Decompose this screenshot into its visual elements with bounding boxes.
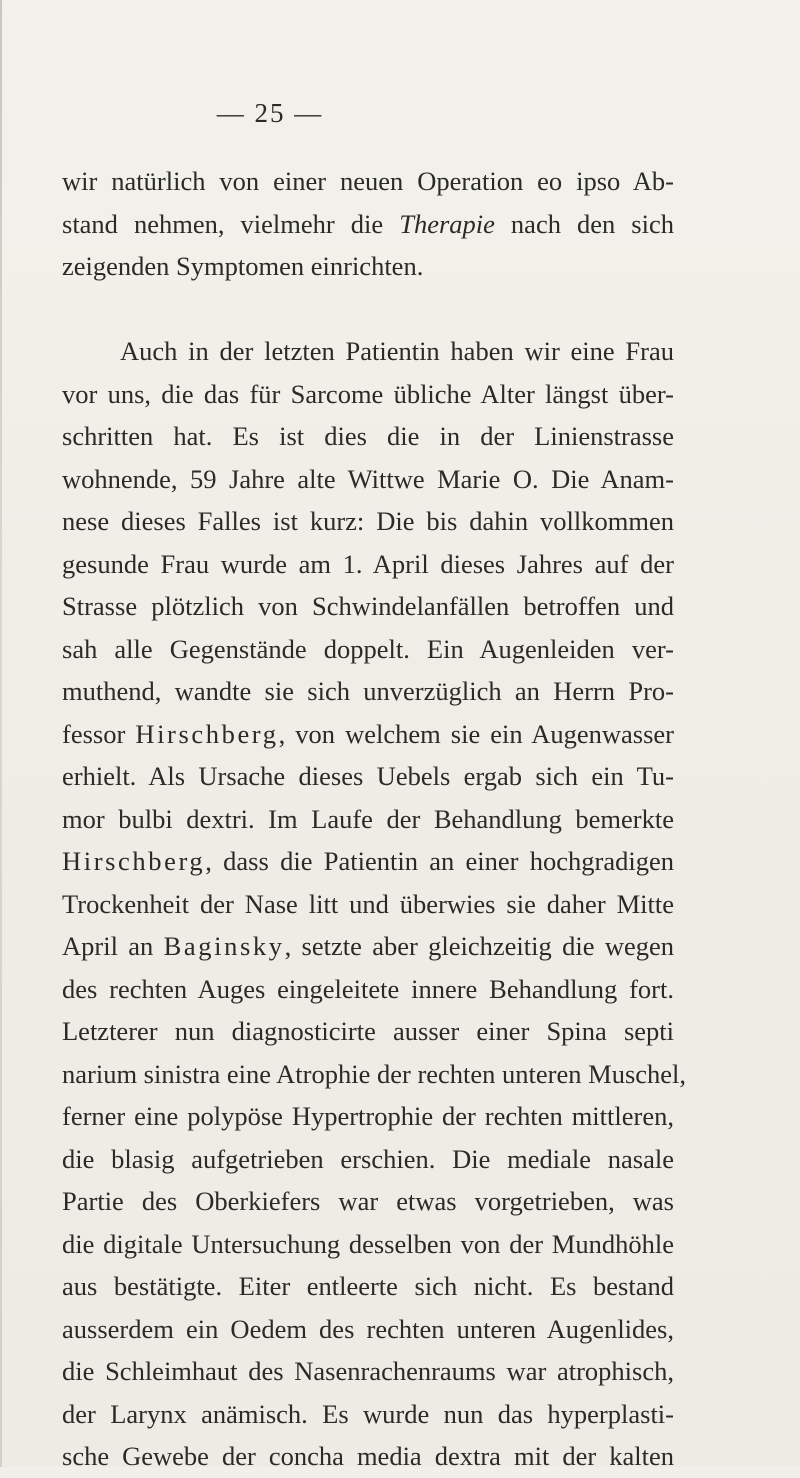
- text-segment: fessor: [62, 718, 136, 749]
- text-line: [62, 840, 674, 883]
- text-line: [62, 925, 674, 968]
- text-line: narium sinistra eine Atrophie der rechten unteren Muschel,: [62, 1058, 687, 1089]
- name-hirschberg: Hirschberg: [62, 846, 206, 876]
- text-segment: , dass die Patientin an einer hochgradigen: [205, 846, 674, 876]
- text-line: der Larynx anämisch. Es wurde nun das hyperplasti-: [62, 1398, 674, 1429]
- text-segment: April an: [62, 931, 164, 961]
- text-line: ausserdem ein Oedem des rechten unteren Augenlides,: [62, 1313, 674, 1344]
- text-line: sche Gewebe der concha media dextra mit der kalten: [62, 1441, 674, 1471]
- text-line: schritten hat. Es ist dies die in der Linienstrasse: [62, 421, 674, 451]
- text-line: vor uns, die das für Sarcome übliche Alter längst über-: [62, 378, 674, 409]
- text-line: zeigenden Symptomen einrichten.: [62, 251, 424, 281]
- text-line: die blasig aufgetrieben erschien. Die mediale nasale: [62, 1143, 674, 1174]
- text-line: die Schleimhaut des Nasenrachenraums war atrophisch,: [62, 1356, 674, 1386]
- text-line: Strasse plötzlich von Schwindelanfällen betroffen und: [62, 591, 674, 621]
- body-text: [62, 160, 687, 1478]
- text-line: wohnende, 59 Jahre alte Wittwe Marie O. Die Anam-: [62, 463, 674, 494]
- text-line: gesunde Frau wurde am 1. April dieses Jahres auf der: [62, 548, 674, 579]
- text-line: Trockenheit der Nase litt und überwies sie daher Mitte: [62, 888, 674, 919]
- text-line: Auch in der letzten Patientin haben wir eine Frau: [120, 336, 674, 366]
- emphasis-therapie: Therapie: [399, 208, 495, 239]
- page-number: — 25 —: [216, 98, 324, 128]
- text-line: des rechten Auges eingeleitete innere Behandlung fort.: [62, 973, 674, 1004]
- text-line: [62, 713, 674, 756]
- text-line: wir natürlich von einer neuen Operation eo ipso Ab-: [62, 166, 674, 196]
- text-line: mor bulbi dextri. Im Laufe der Behandlung bemerkte: [62, 803, 674, 834]
- text-line: nese dieses Falles ist kurz: Die bis dahin vollkommen: [62, 506, 674, 536]
- text-line: die digitale Untersuchung desselben von der Mundhöhle: [62, 1228, 674, 1259]
- text-line: ferner eine polypöse Hypertrophie der rechten mittleren,: [62, 1101, 674, 1131]
- name-baginsky: Baginsky: [163, 931, 285, 961]
- paragraph-break: [62, 288, 674, 331]
- text-line: sah alle Gegenstände doppelt. Ein Augenleiden ver-: [62, 633, 674, 664]
- page-edge: [0, 0, 2, 1467]
- text-line: Letzterer nun diagnosticirte ausser einer Spina septi: [62, 1016, 674, 1046]
- name-hirschberg: Hirschberg: [135, 718, 279, 749]
- text-segment: , von welchem sie ein Augenwasser: [278, 718, 674, 749]
- text-segment: nach den sich: [494, 208, 674, 239]
- text-line: aus bestätigte. Eiter entleerte sich nicht. Es bestand: [62, 1271, 674, 1301]
- text-segment: , setzte aber gleichzeitig die wegen: [284, 931, 675, 961]
- text-line: [62, 203, 674, 246]
- text-line: Partie des Oberkiefers war etwas vorgetrieben, was: [62, 1186, 674, 1216]
- text-segment: stand nehmen, vielmehr die: [62, 208, 400, 239]
- text-line: erhielt. Als Ursache dieses Uebels ergab sich ein Tu-: [62, 761, 674, 791]
- text-line: muthend, wandte sie sich unverzüglich an Herrn Pro-: [62, 676, 674, 706]
